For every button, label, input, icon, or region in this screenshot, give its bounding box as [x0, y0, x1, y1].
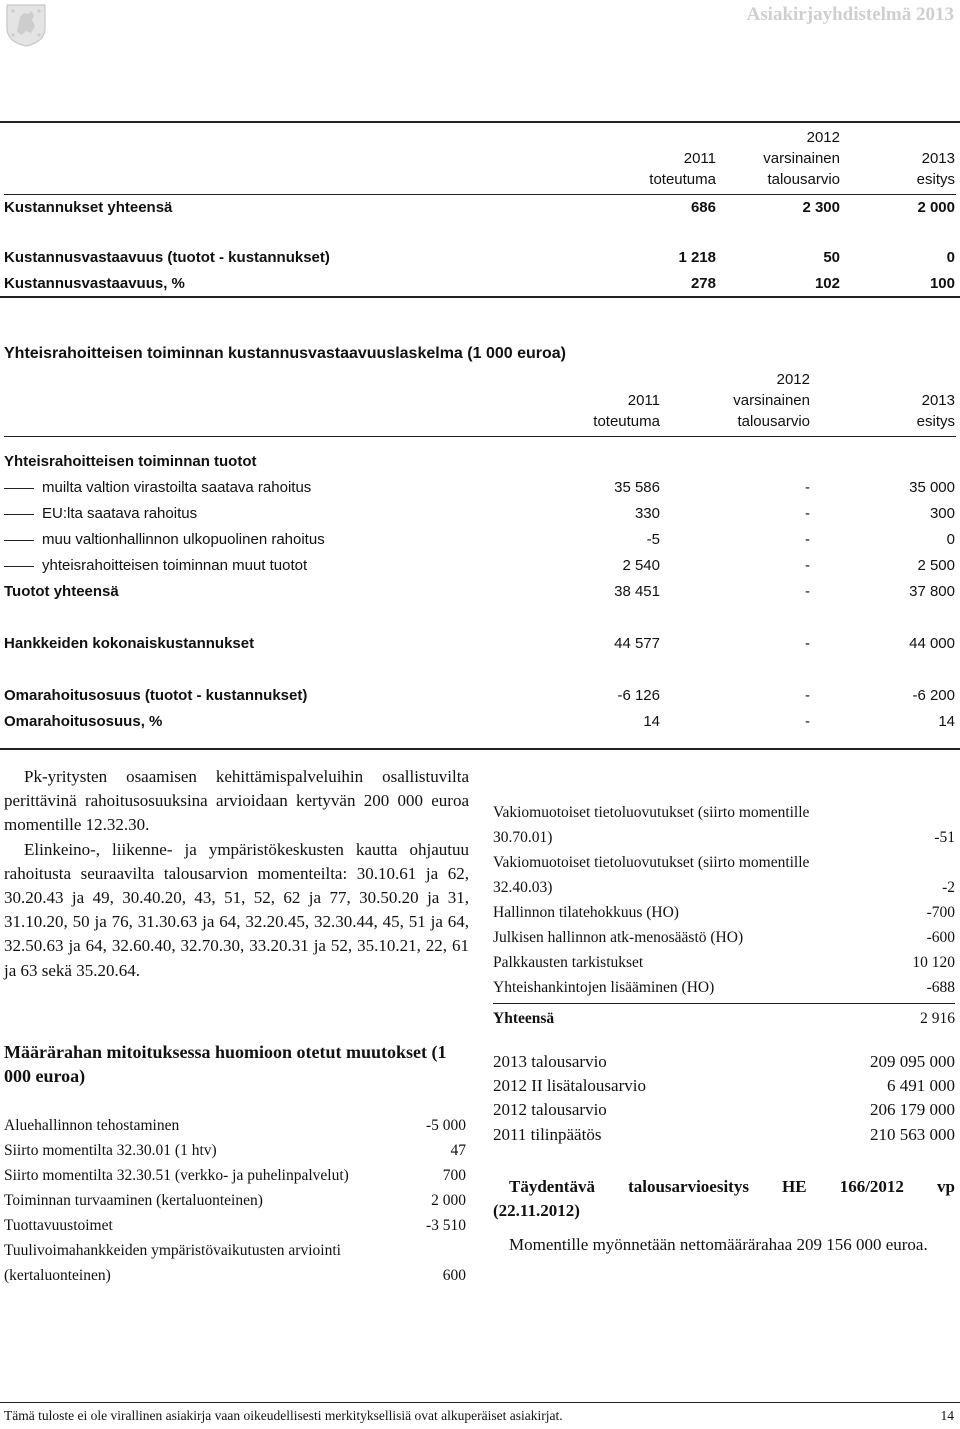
- changes-heading: Määrärahan mitoituksessa huomioon otetut muutokset (1 000 euroa): [4, 1042, 447, 1086]
- transfers-list: [493, 800, 955, 1031]
- list-item: Tuottavuustoimet -3 510: [4, 1217, 466, 1234]
- table-row: Kustannusvastaavuus (tuotot - kustannukset) 1 218 50 0: [4, 249, 955, 266]
- dash-marker: [4, 488, 34, 489]
- list-item: Palkkausten tarkistukset 10 120: [493, 954, 955, 971]
- transfers-total-row: Yhteensä 2 916: [493, 1003, 955, 1031]
- list-item: Siirto momentilta 32.30.01 (1 htv) 47: [4, 1142, 466, 1159]
- co-financing-table: [4, 342, 956, 735]
- co-financing-table-title: Yhteisrahoitteisen toiminnan kustannusvastaavuuslaskelma (1 000 euroa): [4, 345, 566, 362]
- dash-marker: [4, 514, 34, 515]
- paragraph: Elinkeino-, liikenne- ja ympäristökeskusten kautta ohjautuu rahoitusta seuraavilta talousarvion momenteilta: 30.10.61 ja 62, 30.20.43 ja 49, 30.40.20, 43, 51, 52, 62 ja 77, 30.50.20 ja 31, 31.10.20, 50 ja 76, 31.30.63 ja 64, 32.20.45, 32.30.44, 45, 51 ja 64, 32.50.63 ja 64, 32.60.40, 32.70.30, 33.20.31 ja 52, 35.10.21, 22, 61 ja 63 sekä 35.20.64.: [4, 839, 469, 980]
- table-row: Omarahoitusosuus (tuotot - kustannukset) -6 126 - -6 200: [4, 687, 955, 704]
- table1-bottom-rule: [0, 296, 960, 298]
- table-row-total: Tuotot yhteensä 38 451 - 37 800: [4, 583, 955, 600]
- section-label: Yhteisrahoitteisen toiminnan tuotot: [4, 453, 257, 470]
- table-row: Kustannukset yhteensä 686 2 300 2 000: [4, 199, 955, 216]
- footer-rule: [0, 1402, 960, 1403]
- cost-table-header: [4, 122, 956, 194]
- col-2012-header: 2012 varsinainen talousarvio: [733, 371, 810, 430]
- list-item: Toiminnan turvaaminen (kertaluonteinen) 2 000: [4, 1192, 466, 1209]
- table-row: EU:lta saatava rahoitus 330 - 300: [4, 501, 956, 527]
- finnish-coat-of-arms-icon: [4, 2, 48, 48]
- table-row: Omarahoitusosuus, % 14 - 14: [4, 713, 955, 730]
- list-item: Vakiomuotoiset tietoluovutukset (siirto momentille 32.40.03) -2: [493, 854, 955, 896]
- dash-marker: [4, 566, 34, 567]
- supplementary-text: Momentille myönnetään nettomäärärahaa 209 156 000 euroa.: [509, 1235, 928, 1254]
- list-item: Siirto momentilta 32.30.51 (verkko- ja puhelinpalvelut) 700: [4, 1167, 466, 1184]
- table-row: Hankkeiden kokonaiskustannukset 44 577 - 44 000: [4, 635, 955, 652]
- body-text: [4, 765, 469, 983]
- list-item: Julkisen hallinnon atk-menosäästö (HO) -600: [493, 929, 955, 946]
- footer-disclaimer: Tämä tuloste ei ole virallinen asiakirja vaan oikeudellisesti merkityksellisiä ovat alkuperäiset asiakirjat.: [4, 1408, 563, 1423]
- page-number: 14: [940, 1408, 954, 1423]
- col-2013-header: 2013 esitys: [916, 392, 955, 430]
- col-2012-header: 2012 varsinainen talousarvio: [763, 129, 840, 188]
- table-row: muilta valtion virastoilta saatava rahoitus 35 586 - 35 000: [4, 475, 956, 501]
- list-item: Aluehallinnon tehostaminen -5 000: [4, 1117, 466, 1134]
- list-item: 2011 tilinpäätös 210 563 000: [493, 1124, 955, 1144]
- table-row: yhteisrahoitteisen toiminnan muut tuotot 2 540 - 2 500: [4, 553, 956, 579]
- list-item: Tuulivoimahankkeiden ympäristövaikutusten arviointi (kertaluonteinen) 600: [4, 1242, 466, 1284]
- dash-marker: [4, 540, 34, 541]
- co-financing-table-header: [4, 366, 956, 436]
- table2-bottom-rule: [0, 748, 960, 750]
- list-item: 2013 talousarvio 209 095 000: [493, 1052, 955, 1071]
- paragraph: Pk-yritysten osaamisen kehittämispalveluihin osallistuvilta perittävinä rahoitusosuuksina arvioidaan kertyvän 200 000 euroa momentille 12.32.30.: [4, 767, 469, 835]
- list-item: Hallinnon tilatehokkuus (HO) -700: [493, 904, 955, 921]
- table-row: Kustannusvastaavuus, % 278 102 100: [4, 275, 955, 292]
- col-2011-header: 2011 toteutuma: [649, 150, 716, 188]
- col-2011-header: 2011 toteutuma: [593, 392, 660, 430]
- changes-list: [4, 1113, 466, 1288]
- list-item: 2012 II lisätalousarvio 6 491 000: [493, 1076, 955, 1096]
- table-row: muu valtionhallinnon ulkopuolinen rahoitus -5 - 0: [4, 527, 956, 553]
- list-item: Vakiomuotoiset tietoluovutukset (siirto momentille 30.70.01) -51: [493, 804, 955, 846]
- list-item: Yhteishankintojen lisääminen (HO) -688: [493, 979, 955, 996]
- col-2013-header: 2013 esitys: [916, 150, 955, 188]
- document-title: Asiakirjayhdistelmä 2013: [746, 4, 954, 25]
- budget-history: [493, 1050, 955, 1147]
- list-item: 2012 talousarvio 206 179 000: [493, 1100, 955, 1120]
- cost-table: [4, 122, 956, 297]
- table2-header-rule: [4, 436, 956, 437]
- supplementary-heading: Täydentävä talousarvioesitys HE 166/2012 vp (22.11.2012): [493, 1177, 955, 1220]
